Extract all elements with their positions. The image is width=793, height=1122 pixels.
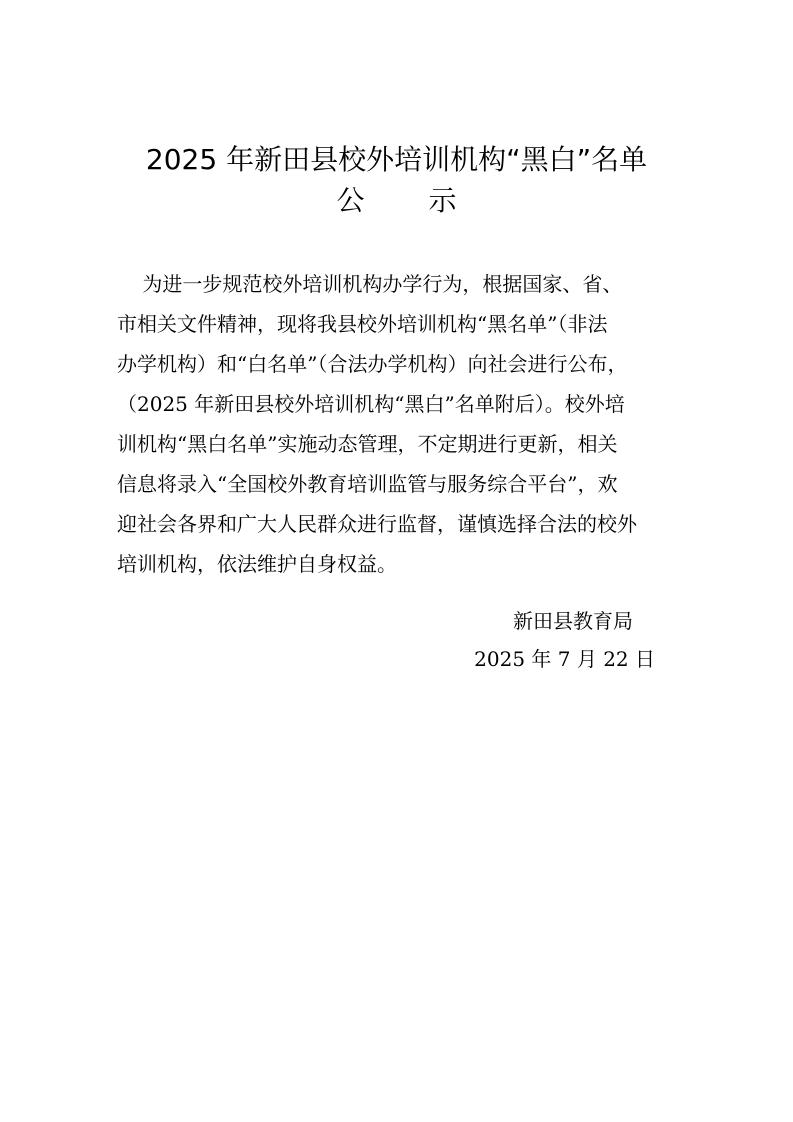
document-body bbox=[117, 264, 677, 584]
document-subtitle: 公示 bbox=[336, 184, 521, 217]
body-line: 训机构“黑白名单”实施动态管理，不定期进行更新，相关 bbox=[117, 432, 618, 456]
body-line: 信息将录入“全国校外教育培训监管与服务综合平台”，欢 bbox=[117, 472, 618, 496]
body-line: 迎社会各界和广大人民群众进行监督，谨慎选择合法的校外 bbox=[117, 512, 637, 536]
signature-organization: 新田县教育局 bbox=[513, 609, 633, 633]
body-line: 办学机构）和“白名单”（合法办学机构）向社会进行公布， bbox=[117, 352, 628, 376]
body-line: 为进一步规范校外培训机构办学行为，根据国家、省、 bbox=[117, 272, 623, 296]
document-title: 2025 年新田县校外培训机构“黑白”名单 bbox=[145, 143, 648, 176]
signature-date: 2025 年 7 月 22 日 bbox=[474, 647, 655, 671]
body-line: 培训机构，依法维护自身权益。 bbox=[117, 552, 397, 576]
body-line: （2025 年新田县校外培训机构“黑白”名单附后）。校外培 bbox=[117, 392, 625, 416]
body-line: 市相关文件精神，现将我县校外培训机构“黑名单”（非法 bbox=[117, 312, 608, 336]
